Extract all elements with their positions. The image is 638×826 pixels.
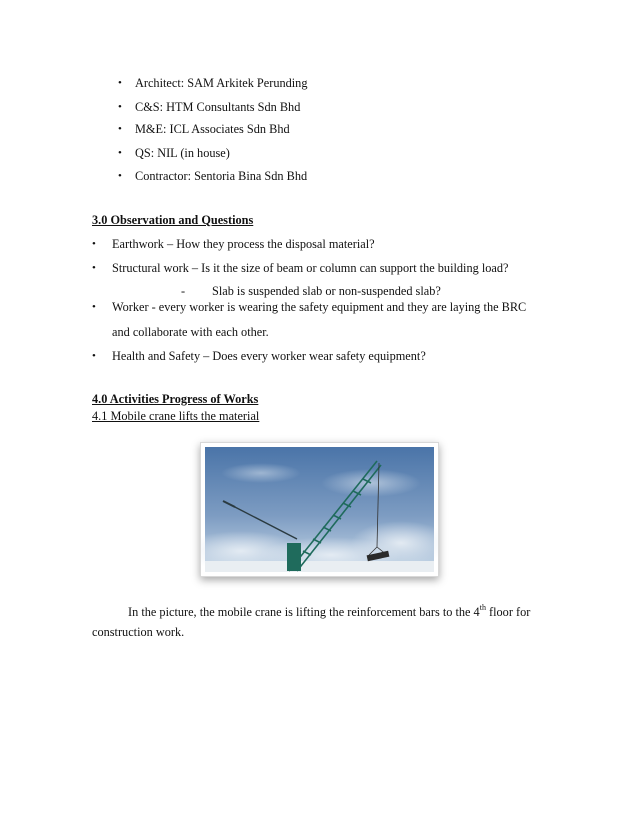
observation-worker-line1: Worker - every worker is wearing the safety equipment and they are laying the BRC <box>112 300 527 314</box>
observation-structural: Structural work – Is it the size of beam or column can support the building load? <box>112 261 509 275</box>
team-item-cs: C&S: HTM Consultants Sdn Bhd <box>135 100 301 114</box>
section-3-heading: 3.0 Observation and Questions <box>92 213 254 227</box>
caption-text-part2: floor for <box>485 605 531 619</box>
bullet-icon: • <box>92 262 96 274</box>
observation-slab: Slab is suspended slab or non-suspended slab? <box>212 284 441 298</box>
caption-line-1 <box>128 603 531 619</box>
caption-text-part1: In the picture, the mobile crane is lifting the reinforcement bars to the 4 <box>128 605 480 619</box>
observation-health-safety: Health and Safety – Does every worker wear safety equipment? <box>112 349 426 363</box>
observation-worker-line2: and collaborate with each other. <box>112 325 269 339</box>
section-4-heading: 4.0 Activities Progress of Works <box>92 392 259 406</box>
caption-line-2: construction work. <box>92 625 185 639</box>
bullet-icon: • <box>92 238 96 250</box>
crane-photo-image <box>201 443 438 576</box>
bullet-icon: • <box>118 170 122 182</box>
bullet-icon: • <box>92 301 96 313</box>
observation-earthwork: Earthwork – How they process the disposal material? <box>112 237 375 251</box>
section-4-1-subheading: 4.1 Mobile crane lifts the material <box>92 409 260 423</box>
crane-photo <box>200 442 439 577</box>
bullet-icon: • <box>118 123 122 135</box>
bullet-icon: • <box>92 350 96 362</box>
team-item-qs: QS: NIL (in house) <box>135 146 230 160</box>
caption-superscript: th <box>479 603 486 612</box>
bullet-icon: • <box>118 101 122 113</box>
bullet-icon: • <box>118 147 122 159</box>
team-item-me: M&E: ICL Associates Sdn Bhd <box>135 122 290 136</box>
sub-item-dash: - <box>181 284 186 298</box>
team-item-contractor: Contractor: Sentoria Bina Sdn Bhd <box>135 169 308 183</box>
team-item-architect: Architect: SAM Arkitek Perunding <box>135 76 308 90</box>
bullet-icon: • <box>118 77 122 89</box>
